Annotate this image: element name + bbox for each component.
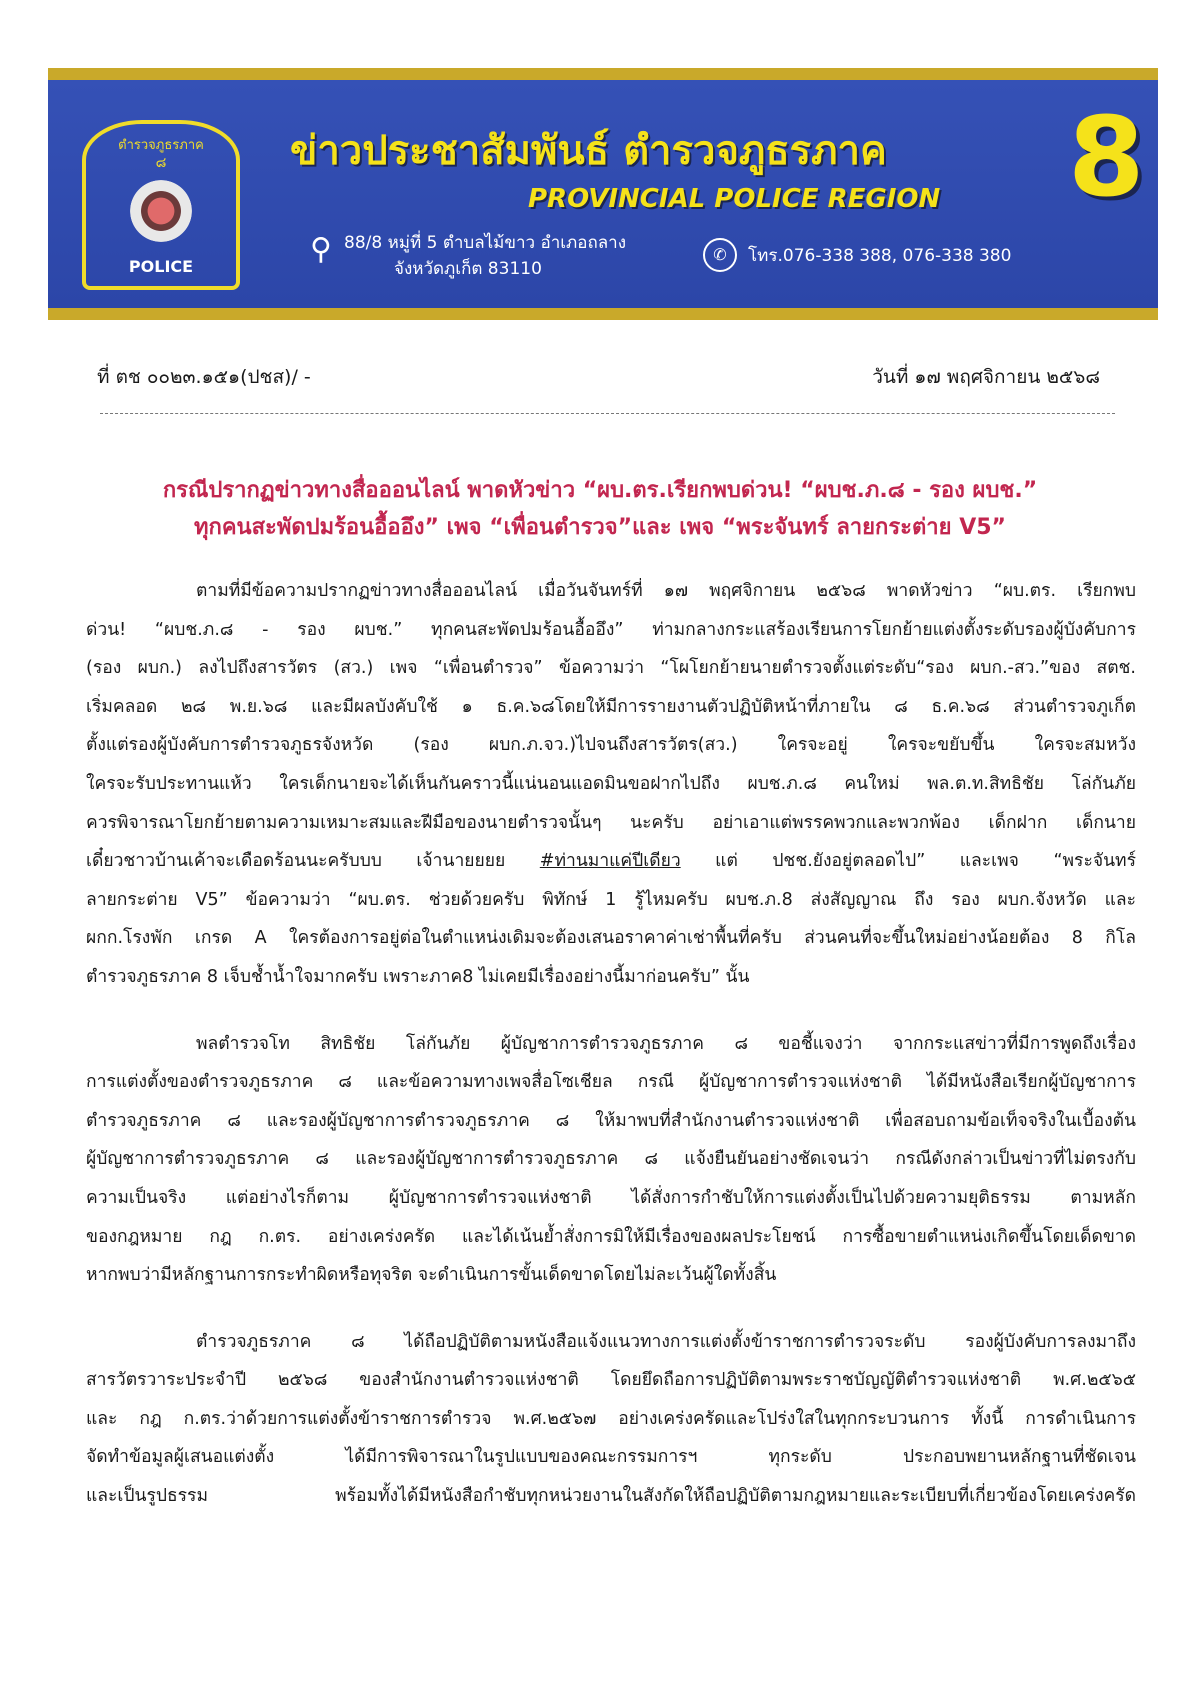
paragraph-2 bbox=[86, 1025, 1136, 1295]
text-line: ใครจะรับประทานแห้ว ใครเด็กนายจะได้เห็นกันคราวนี้แน่นอนแอดมินขอฝากไปถึง ผบช.ภ.๘ คนใหม่ พล.ต.ท.สิทธิชัย โล่กันภัย bbox=[86, 773, 1136, 794]
text-line: ตั้งแต่รองผู้บังคับการตำรวจภูธรจังหวัด (รอง ผบก.ภ.จว.)ไปจนถึงสารวัตร(สว.) ใครจะอยู่ ใครจะขยับขึ้น ใครจะสมหวัง bbox=[86, 735, 1136, 756]
text-line: ความเป็นจริง แต่อย่างไรก็ตาม ผู้บัญชาการตำรวจแห่งชาติ ได้สั่งการกำชับให้การแต่งตั้งเป็นไปด้วยความยุติธรรม ตามหลัก bbox=[86, 1187, 1136, 1208]
address bbox=[344, 230, 626, 282]
document-date: วันที่ ๑๗ พฤศจิกายน ๒๕๖๘ bbox=[872, 366, 1100, 388]
text-segment: แต่ ปชช.ยังอยู่ตลอดไป” และเพจ “พระจันทร์ bbox=[680, 851, 1136, 872]
text-line: ลายกระต่าย V5” ข้อความว่า “ผบ.ตร. ช่วยด้วยครับ พิทักษ์ 1 รู้ไหมครับ ผบช.ภ.8 ส่งสัญญาณ ถึง รอง ผบก.จังหวัด และ bbox=[86, 889, 1136, 910]
hashtag: #ท่านมาแค่ปีเดียว bbox=[539, 851, 681, 872]
document-body bbox=[86, 572, 1136, 1544]
text-line: หากพบว่ามีหลักฐานการกระทำผิดหรือทุจริต จะดำเนินการขั้นเด็ดขาดโดยไม่ละเว้นผู้ใดทั้งสิ้น bbox=[86, 1265, 777, 1286]
text-line: ด่วน! “ผบช.ภ.๘ - รอง ผบช.” ทุกคนสะพัดปมร้อนอื้ออึง” ท่ามกลางกระแสร้องเรียนการโยกย้ายแต่งตั้งระดับรองผู้บังคับการ bbox=[86, 619, 1136, 640]
text-line: ตำรวจภูธรภาค ๘ ได้ถือปฏิบัติตามหนังสือแจ้งแนวทางการแต่งตั้งข้าราชการตำรวจระดับ รองผู้บังคับการลงมาถึง bbox=[196, 1331, 1136, 1352]
address-line-2: จังหวัดภูเก็ต 83110 bbox=[394, 259, 542, 279]
text-line: การแต่งตั้งของตำรวจภูธรภาค ๘ และข้อความทางเพจสื่อโซเชียล กรณี ผู้บัญชาการตำรวจแห่งชาติ ได้มีหนังสือเรียกผู้บัญชาการ bbox=[86, 1072, 1136, 1093]
letterhead-banner bbox=[48, 68, 1158, 320]
address-line-1: 88/8 หมู่ที่ 5 ตำบลไม้ขาว อำเภอถลาง bbox=[344, 233, 627, 253]
text-line: ตำรวจภูธรภาค 8 เจ็บช้ำน้ำใจมากครับ เพราะภาค8 ไม่เคยมีเรื่องอย่างนี้มาก่อนครับ” นั้น bbox=[86, 966, 750, 987]
banner-subtitle: PROVINCIAL POLICE REGION bbox=[528, 184, 941, 214]
document-reference: ที่ ตช ๐๐๒๓.๑๕๑(ปชส)/ - bbox=[97, 366, 311, 388]
text-line: ตำรวจภูธรภาค ๘ และรองผู้บัญชาการตำรวจภูธรภาค ๘ ให้มาพบที่สำนักงานตำรวจแห่งชาติ เพื่อสอบถามข้อเท็จจริงในเบื้องต้น bbox=[86, 1110, 1136, 1131]
location-pin-icon: ⚲ bbox=[310, 232, 332, 267]
text-line: และ กฎ ก.ตร.ว่าด้วยการแต่งตั้งข้าราชการตำรวจ พ.ศ.๒๕๖๗ อย่างเคร่งครัดและโปร่งใสในทุกกระบวนการ ทั้งนี้ การดำเนินการ bbox=[86, 1408, 1136, 1429]
text-segment: เดี๋ยวชาวบ้านเค้าจะเดือดร้อนนะครับบบ เจ้านายยยย bbox=[86, 851, 540, 872]
headline bbox=[60, 472, 1140, 546]
text-line: ตามที่มีข้อความปรากฏข่าวทางสื่อออนไลน์ เมื่อวันจันทร์ที่ ๑๗ พฤศจิกายน ๒๕๖๘ พาดหัวข่าว “ผบ.ตร. เรียกพบ bbox=[196, 581, 1136, 601]
dashed-divider bbox=[100, 413, 1115, 414]
text-line: ของกฎหมาย กฎ ก.ตร. อย่างเคร่งครัด และได้เน้นย้ำสั่งการมิให้มีเรื่องของผลประโยชน์ การซื้อขายตำแหน่งเกิดขึ้นโดยเด็ดขาด bbox=[86, 1226, 1136, 1247]
phone-icon: ✆ bbox=[703, 238, 737, 272]
text-line: สารวัตรวาระประจำปี ๒๕๖๘ ของสำนักงานตำรวจแห่งชาติ โดยยึดถือการปฏิบัติตามพระราชบัญญัติตำรวจแห่งชาติ พ.ศ.๒๕๖๕ bbox=[86, 1370, 1136, 1391]
paragraph-1 bbox=[86, 572, 1136, 997]
text-line: (รอง ผบก.) ลงไปถึงสารวัตร (สว.) เพจ “เพื่อนตำรวจ” ข้อความว่า “โผโยกย้ายนายตำรวจตั้งแต่ระดับ“รอง ผบก.-สว.”ของ สตช. bbox=[86, 658, 1136, 679]
badge-number: ๘ bbox=[155, 155, 167, 171]
banner-background bbox=[48, 80, 1158, 308]
text-line: ผู้บัญชาการตำรวจภูธรภาค ๘ และรองผู้บัญชาการตำรวจภูธรภาค ๘ แจ้งยืนยันอย่างชัดเจนว่า กรณีดังกล่าวเป็นข่าวที่ไม่ตรงกับ bbox=[86, 1149, 1136, 1170]
text-line: พลตำรวจโท สิทธิชัย โล่กันภัย ผู้บัญชาการตำรวจภูธรภาค ๘ ขอชี้แจงว่า จากกระแสข่าวที่มีการพูดถึงเรื่อง bbox=[196, 1033, 1136, 1054]
text-line: จัดทำข้อมูลผู้เสนอแต่งตั้ง ได้มีการพิจารณาในรูปแบบของคณะกรรมการฯ ทุกระดับ ประกอบพยานหลักฐานที่ชัดเจน bbox=[86, 1447, 1136, 1468]
text-line: เริ่มคลอด ๒๘ พ.ย.๖๘ และมีผลบังคับใช้ ๑ ธ.ค.๖๘โดยให้มีการรายงานตัวปฏิบัติหน้าที่ภายใน ๘ ธ.ค.๖๘ ส่วนตำรวจภูเก็ต bbox=[86, 696, 1136, 717]
banner-title: ข่าวประชาสัมพันธ์ ตำรวจภูธรภาค bbox=[290, 128, 887, 174]
text-line: และเป็นรูปธรรม พร้อมทั้งได้มีหนังสือกำชับทุกหน่วยงานในสังกัดให้ถือปฏิบัติตามกฎหมายและระเบียบที่เกี่ยวข้องโดยเคร่งครัด bbox=[86, 1486, 1136, 1507]
phone-numbers: โทร.076-338 388, 076-338 380 bbox=[748, 246, 1012, 266]
text-line bbox=[86, 842, 1136, 881]
police-star-emblem-icon bbox=[130, 180, 192, 242]
paragraph-3 bbox=[86, 1323, 1136, 1516]
headline-line: ทุกคนสะพัดปมร้อนอื้ออึง” เพจ “เพื่อนตำรวจ”และ เพจ “พระจันทร์ ลายกระต่าย V5” bbox=[194, 515, 1006, 540]
badge-police-label: POLICE bbox=[128, 257, 194, 276]
badge-arc-text: ตำรวจภูธรภาค bbox=[118, 138, 204, 153]
text-line: ผกก.โรงพัก เกรด A ใครต้องการอยู่ต่อในตำแหน่งเดิมจะต้องเสนอราคาค่าเช่าพื้นที่ครับ ส่วนคนที่จะขึ้นใหม่อย่างน้อยต้อง 8 กิโล bbox=[86, 928, 1136, 949]
police-badge-logo bbox=[82, 120, 240, 290]
headline-line: กรณีปรากฏข่าวทางสื่อออนไลน์ พาดหัวข่าว “ผบ.ตร.เรียกพบด่วน! “ผบช.ภ.๘ - รอง ผบช.” bbox=[162, 478, 1038, 503]
region-number: 8 bbox=[1068, 93, 1145, 221]
text-line: ควรพิจารณาโยกย้ายตามความเหมาะสมและฝีมือของนายตำรวจนั้นๆ นะครับ อย่าเอาแต่พรรคพวกและพวกพ้อง เด็กฝาก เด็กนาย bbox=[86, 812, 1136, 833]
